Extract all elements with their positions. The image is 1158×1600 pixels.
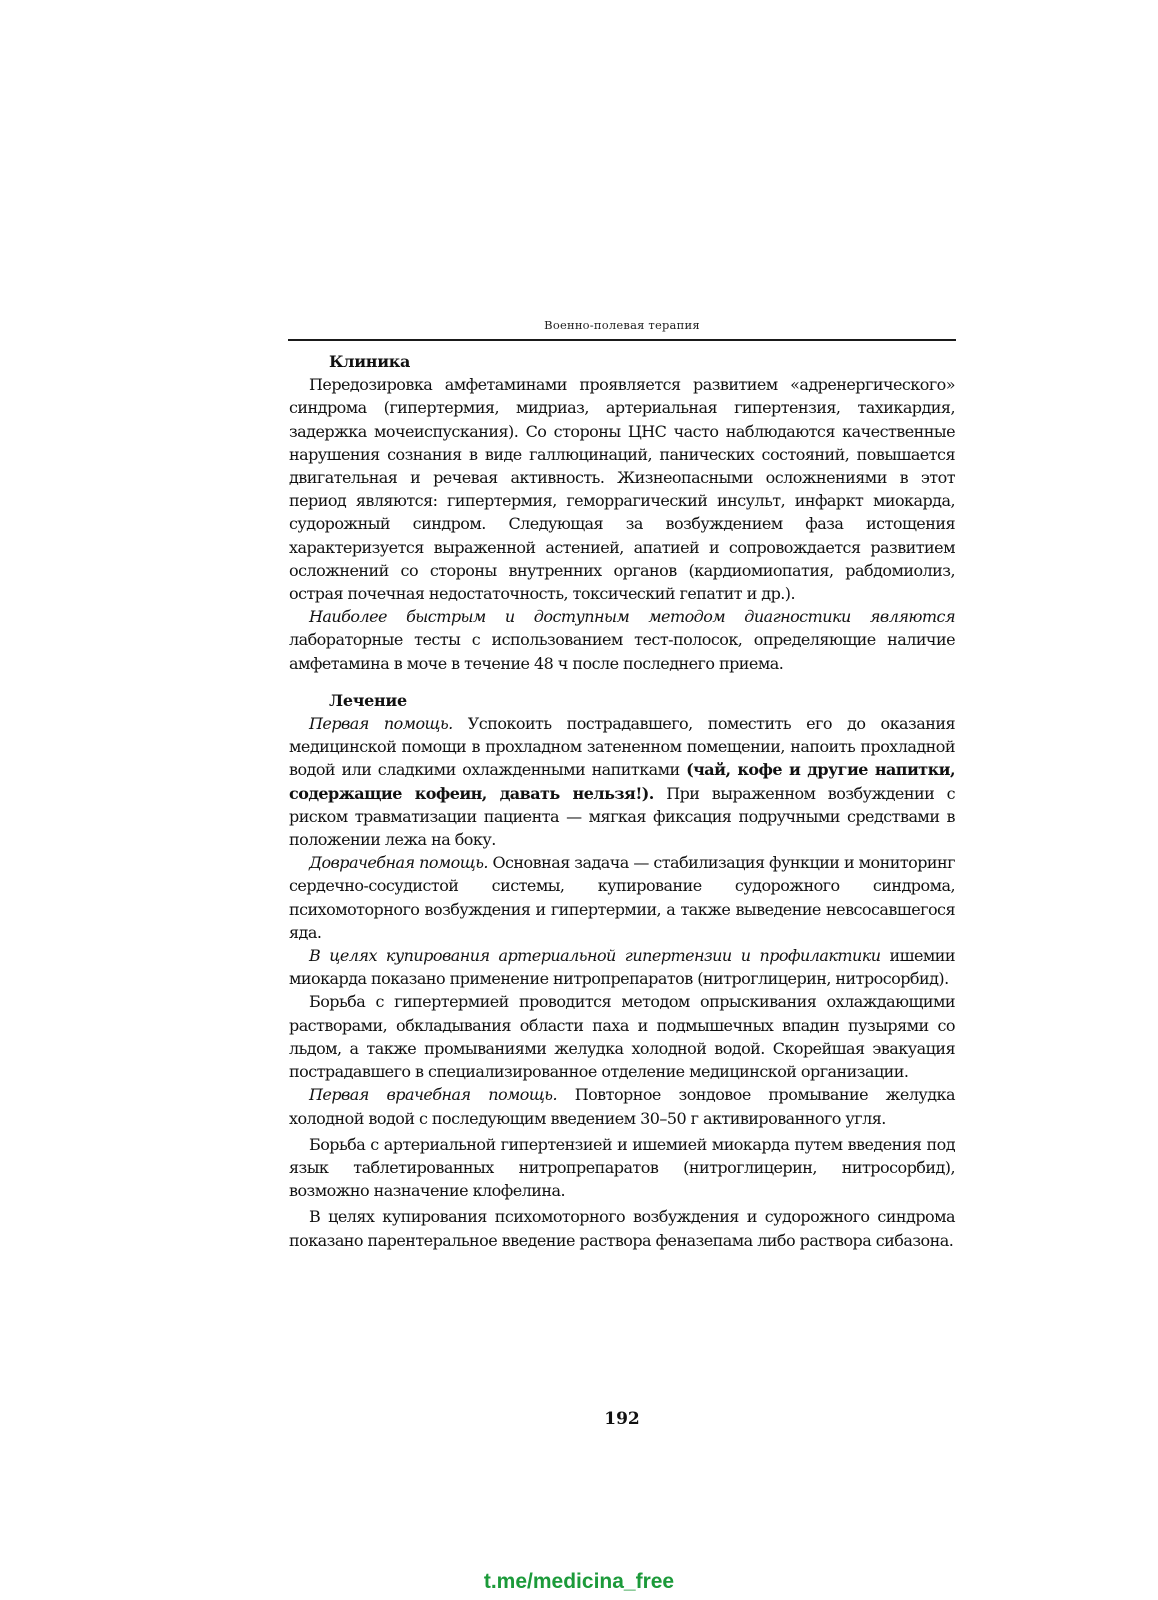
header-rule [288, 339, 956, 341]
diagnostics-emphasis: Наиболее быстрым и доступным методом диагностики являются [309, 607, 955, 627]
paragraph-first-aid [289, 712, 955, 851]
first-aid-warning: (чай, кофе и другие напитки, содержащие кофеин, давать нельзя!). [289, 760, 955, 803]
watermark-link[interactable]: t.me/medicina_free [483, 1570, 675, 1593]
paragraph-psychomotor: В целях купирования психомоторного возбуждения и судорожного синдрома показано парентеральное введение раствора феназепама либо раствора сибазона. [289, 1207, 955, 1250]
first-aid-label: Первая помощь. [309, 714, 453, 734]
page-body [289, 350, 955, 1252]
first-medical-aid-text: Повторное зондовое промывание желудка холодной водой с последующим введением 30–50 г активированного угля. [289, 1085, 955, 1128]
premedical-aid-label: Доврачебная помощь. [309, 853, 488, 873]
running-header: Военно-полевая терапия [544, 318, 700, 332]
diagnostics-text: лабораторные тесты с использованием тест-полосок, определяющие наличие амфетамина в моче в течение 48 ч после последнего приема. [289, 630, 955, 673]
section-title-treatment: Лечение [329, 690, 407, 710]
page-number: 192 [604, 1409, 640, 1429]
first-medical-aid-label: Первая врачебная помощь. [309, 1085, 557, 1105]
paragraph-hypertension [289, 944, 955, 990]
paragraph-nitrates: Борьба с артериальной гипертензией и ишемией миокарда путем введения под язык таблетированных нитропрепаратов (нитроглицерин, нитросорбид), возможно назначение клофелина. [289, 1134, 955, 1201]
first-aid-text: Успокоить пострадавшего, поместить его до оказания медицинской помощи в прохладном затененном помещении, напоить прохладной водой или сладкими охлажденными напитками [289, 714, 955, 780]
paragraph-clinic-overdose: Передозировка амфетаминами проявляется развитием «адренергического» синдрома (гипертермия, мидриаз, артериальная гипертензия, тахикардия, задержка мочеиспускания). Со стороны ЦНС часто наблюдаются качественные нарушения сознания в виде галлюцинаций, панических состояний, повышается двигательная и речевая активность. Жизнеопасными осложнениями в этот период являются: гипертермия, геморрагический инсульт, инфаркт миокарда, судорожный синдром. Следующая за возбуждением фаза истощения характеризуется выраженной астенией, апатией и сопровождается развитием осложнений со стороны внутренних органов (кардиомиопатия, рабдомиолиз, острая почечная недостаточность, токсический гепатит и др.). [289, 375, 955, 604]
paragraph-premedical-aid [289, 851, 955, 944]
paragraph-first-medical-aid [289, 1083, 955, 1129]
paragraph-hyperthermia: Борьба с гипертермией проводится методом опрыскивания охлаждающими растворами, обкладывания области паха и подмышечных впадин пузырями со льдом, а также промываниями желудка холодной водой. Скорейшая эвакуация пострадавшего в специализированное отделение медицинской организации. [289, 992, 955, 1082]
premedical-aid-text: Основная задача — стабилизация функции и мониторинг сердечно-сосудистой системы, купирование судорожного синдрома, психомоторного возбуждения и гипертермии, а также выведение невсосавшегося яда. [289, 853, 955, 942]
paragraph-clinic-diagnostics [289, 605, 955, 675]
hypertension-text: ишемии миокарда показано применение нитропрепаратов (нитроглицерин, нитросорбид). [289, 946, 955, 989]
first-aid-text-continued: При выраженном возбуждении с риском травматизации пациента — мягкая фиксация подручными средствами в положении лежа на боку. [289, 783, 955, 850]
section-title-clinic: Клиника [329, 352, 411, 371]
hypertension-emphasis: В целях купирования артериальной гипертензии и профилактики [309, 946, 881, 966]
